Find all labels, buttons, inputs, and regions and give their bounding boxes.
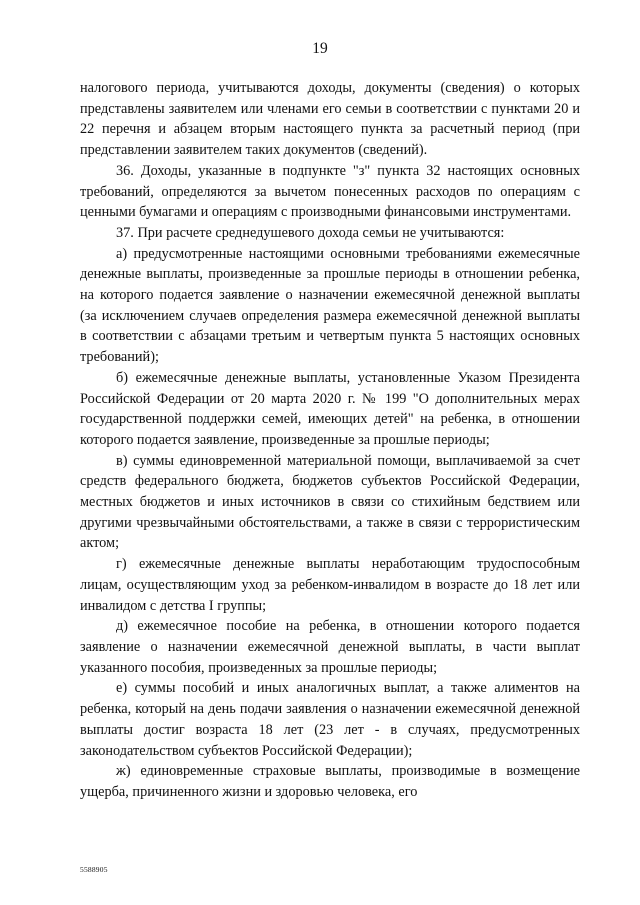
footer-document-code: 5588905 [80,865,108,874]
paragraph-item-36: 36. Доходы, указанные в подпункте "з" пункта 32 настоящих основных требований, определяются за вычетом понесенных расходов по операциям с ценными бумагами и операциям с производными финансовыми инструментами. [80,162,580,221]
paragraph-item-37: 37. При расчете среднедушевого дохода семьи не учитываются: [116,224,505,241]
subitem-e: е) суммы пособий и иных аналогичных выплат, а также алиментов на ребенка, который на день подачи заявления о назначении ежемесячной денежной выплаты достиг возраста 18 лет (23 лет - в случаях, предусмотренных законодательством субъектов Российской Федерации); [80,680,580,759]
subitem-v: в) суммы единовременной материальной помощи, выплачиваемой за счет средств федерального бюджета, бюджетов субъектов Российской Федерации, местных бюджетов и иных источников в связи со стихийным бедствием или другими чрезвычайными обстоятельствами, а также в связи с террористическим актом; [80,452,580,552]
paragraph-continuation: налогового периода, учитываются доходы, документы (сведения) о которых представлены заявителем или членами его семьи в соответствии с пунктами 20 и 22 перечня и абзацем вторым настоящего пункта за расчетный период (при представлении заявителем таких документов (сведений). [80,80,580,159]
subitem-g: г) ежемесячные денежные выплаты неработающим трудоспособным лицам, осуществляющим уход за ребенком-инвалидом в возрасте до 18 лет или инвалидом с детства I группы; [80,556,580,614]
subitem-b: б) ежемесячные денежные выплаты, установленные Указом Президента Российской Федерации от 20 марта 2020 г. № 199 "О дополнительных мерах государственной поддержки семей, имеющих детей" на ребенка, в отношении которого подается заявление, произведенные за прошлые периоды; [80,369,580,448]
subitem-zh: ж) единовременные страховые выплаты, производимые в возмещение ущерба, причиненного жизни и здоровью человека, его [80,763,580,800]
document-body [80,78,580,803]
page-number: 19 [312,40,328,57]
subitem-a: а) предусмотренные настоящими основными требованиями ежемесячные денежные выплаты, произведенные за прошлые периоды в отношении ребенка, на которого подается заявление о назначении ежемесячной денежной выплаты (за исключением случаев определения размера ежемесячной денежной выплаты в соответствии с абзацами третьим и четвертым пункта 5 настоящих основных требований); [80,245,580,366]
subitem-d: д) ежемесячное пособие на ребенка, в отношении которого подается заявление о назначении ежемесячной денежной выплаты, в части выплат указанного пособия, произведенных за прошлые периоды; [80,618,580,676]
